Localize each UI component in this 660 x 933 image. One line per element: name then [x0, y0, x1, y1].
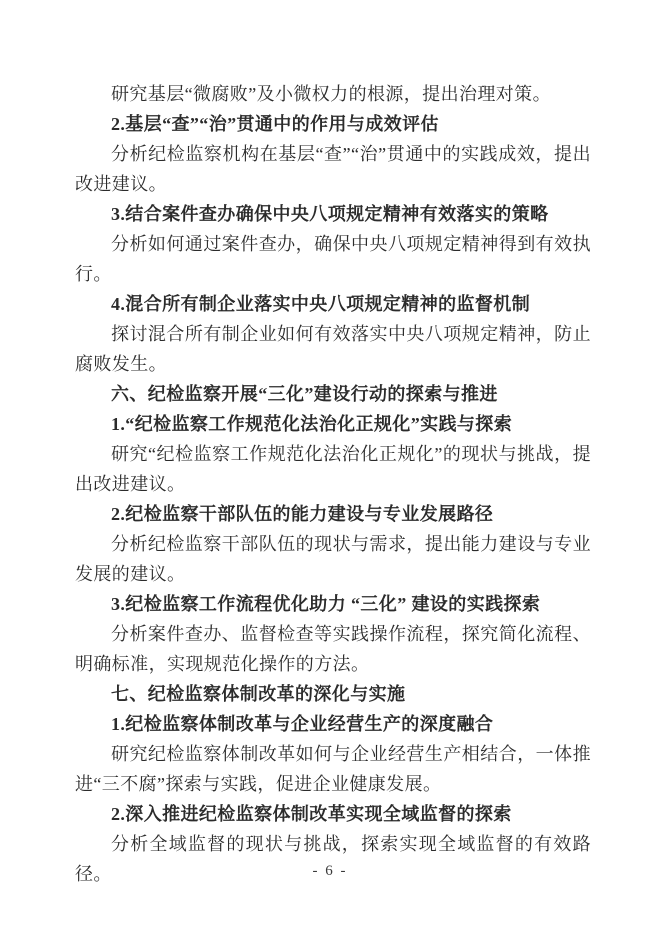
outline-heading: 2.深入推进纪检监察体制改革实现全域监督的探索	[111, 804, 512, 824]
outline-heading: 3.结合案件查办确保中央八项规定精神有效落实的策略	[111, 204, 549, 224]
outline-heading: 1.“纪检监察工作规范化法治化正规化”实践与探索	[111, 414, 513, 434]
outline-heading: 七、纪检监察体制改革的深化与实施	[111, 684, 406, 704]
outline-heading: 1.纪检监察体制改革与企业经营生产的深度融合	[111, 714, 494, 734]
paragraph-text: 探讨混合所有制企业如何有效落实中央八项规定精神，防止腐败发生。	[75, 324, 591, 374]
outline-heading: 2.基层“查”“治”贯通中的作用与成效评估	[111, 114, 439, 134]
page-number: - 6 -	[312, 863, 348, 879]
document-body	[75, 79, 591, 889]
paragraph-text: 分析全域监督的现状与挑战，探索实现全域监督的有效路径。	[75, 834, 591, 884]
outline-heading: 2.纪检监察干部队伍的能力建设与专业发展路径	[111, 504, 494, 524]
paragraph-text: 研究“纪检监察工作规范化法治化正规化”的现状与挑战，提出改进建议。	[75, 444, 591, 494]
outline-heading: 六、纪检监察开展“三化”建设行动的探索与推进	[111, 384, 498, 404]
paragraph-text: 分析如何通过案件查办，确保中央八项规定精神得到有效执行。	[75, 234, 591, 284]
outline-heading: 4.混合所有制企业落实中央八项规定精神的监督机制	[111, 294, 531, 314]
paragraph-text: 分析案件查办、监督检查等实践操作流程，探究简化流程、明确标准，实现规范化操作的方法。	[75, 624, 591, 674]
paragraph-text: 研究纪检监察体制改革如何与企业经营生产相结合，一体推进“三不腐”探索与实践，促进企业健康发展。	[75, 744, 591, 794]
paragraph-text: 分析纪检监察干部队伍的现状与需求，提出能力建设与专业发展的建议。	[75, 534, 591, 584]
paragraph-text: 分析纪检监察机构在基层“查”“治”贯通中的实践成效，提出改进建议。	[75, 144, 591, 194]
outline-heading: 3.纪检监察工作流程优化助力 “三化” 建设的实践探索	[111, 594, 541, 614]
paragraph-text: 研究基层“微腐败”及小微权力的根源，提出治理对策。	[111, 84, 551, 104]
